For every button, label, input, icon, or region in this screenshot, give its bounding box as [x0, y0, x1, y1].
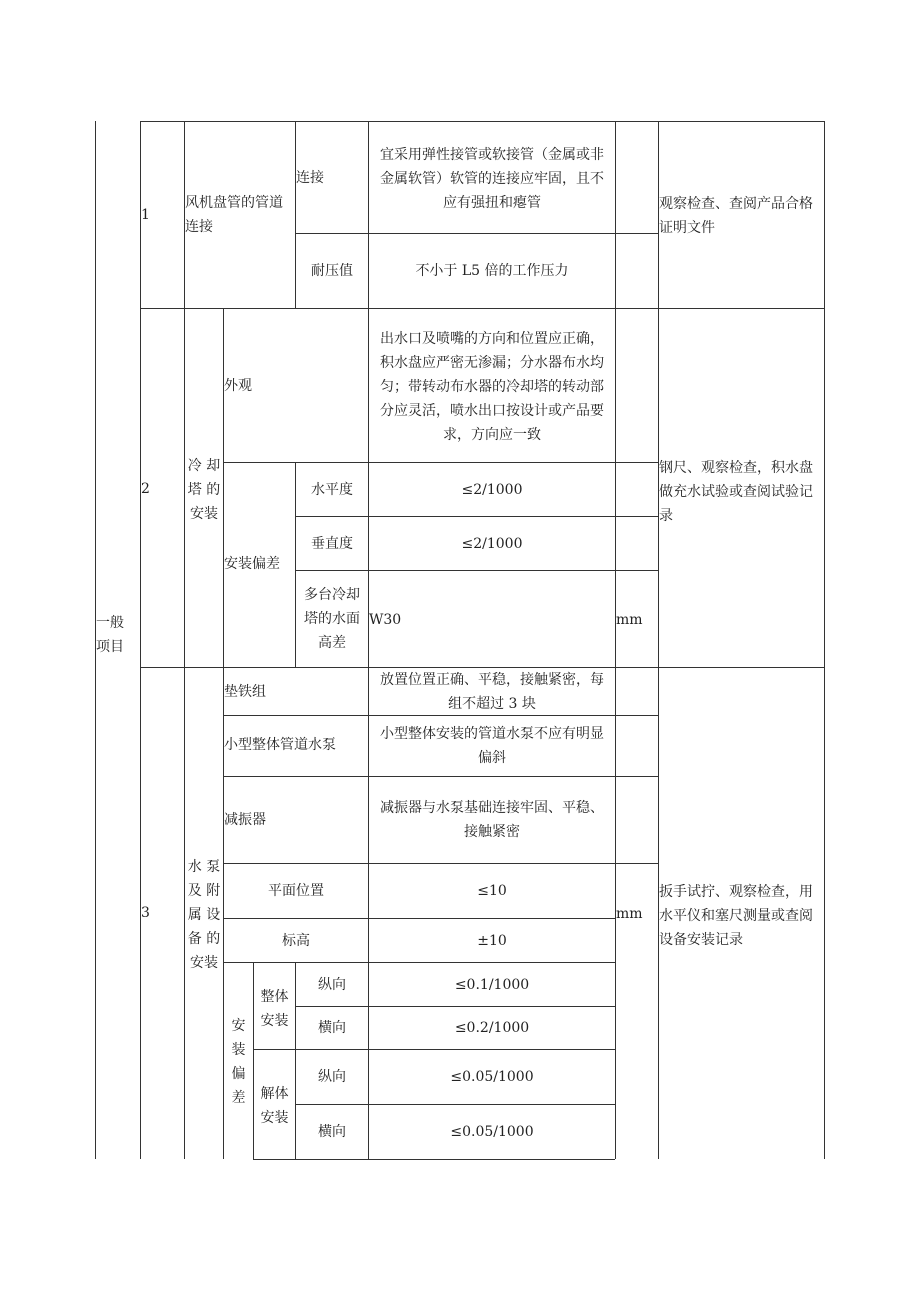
r2-unit: mm: [616, 612, 643, 628]
r3-deviation-label: 安 装 偏 差: [231, 1018, 246, 1106]
r3-split-long-value: ≤0.05/1000: [450, 1069, 534, 1085]
col-divider-unit: [615, 121, 616, 1159]
r2-inspection-method: 钢尺、观察检查，积水盘 做充水试验或查阅试验记 录: [659, 460, 813, 524]
r3-plane-label: 平面位置: [268, 883, 324, 899]
r3-elevation-label: 标高: [282, 932, 310, 949]
r2-multi-tower-label: 多台冷却 塔的水面 高差: [304, 587, 360, 651]
r1-connect-requirement: 宜采用弹性接管或软接管（金属或非 金属软管）软管的连接应牢固，且不 应有强扭和瘪管: [380, 147, 604, 211]
r1-pressure-label: 耐压值: [311, 263, 353, 279]
r3-whole-trans-value: ≤0.2/1000: [454, 1020, 530, 1036]
r1-item-name: 风机盘管的管道 连接: [185, 195, 283, 235]
r3-item-name: 水 泵 及 附 属 设 备 的 安装: [187, 859, 221, 971]
r2-appearance-requirement: 出水口及喷嘴的方向和位置应正确， 积水盘应严密无渗漏；分水器布水均 匀；带转动布水器的冷却塔的转动部 分应灵活，喷水出口按设计或产品要 求，方向应一致: [380, 331, 604, 443]
r3-split-trans-value: ≤0.05/1000: [450, 1124, 534, 1140]
r3-row-divider-bottom: [253, 1159, 615, 1160]
r3-whole-trans-label: 横向: [318, 1020, 346, 1036]
r3-shim-label: 垫铁组: [224, 684, 266, 700]
r3-damper-requirement: 减振器与水泵基础连接牢固、平稳、 接触紧密: [380, 800, 604, 840]
r3-plane-value: ≤10: [477, 883, 507, 899]
col-divider-method: [658, 121, 659, 1159]
r3-number: 3: [141, 905, 150, 921]
r3-split-long-label: 纵向: [318, 1069, 346, 1085]
r2-number: 2: [141, 481, 150, 497]
col-divider-item: [184, 121, 185, 1159]
row-divider-1-2: [140, 308, 825, 309]
r2-item-name: 冷 却 塔 的 安装: [187, 458, 221, 522]
table-border-right: [824, 121, 825, 1159]
r2-vertical-label: 垂直度: [311, 535, 353, 552]
r3-split-trans-label: 横向: [318, 1124, 346, 1140]
col-divider-num: [140, 121, 141, 1159]
r1-pressure-requirement: 不小于 L5 倍的工作压力: [415, 263, 569, 279]
r3-whole-long-value: ≤0.1/1000: [454, 976, 530, 993]
r2-level-label: 水平度: [311, 481, 353, 498]
r3-inspection-method: 扳手试拧、观察检查，用 水平仪和塞尺测量或查阅 设备安装记录: [659, 884, 813, 948]
r2-multi-tower-value: W30: [369, 612, 402, 628]
r2-sub-divider: [223, 308, 224, 667]
r3-pump-requirement: 小型整体安装的管道水泵不应有明显 偏斜: [380, 726, 604, 766]
r3-unit: mm: [616, 906, 643, 922]
r3-elevation-value: ±10: [477, 932, 507, 949]
r2-level-value: ≤2/1000: [461, 481, 523, 498]
r1-inspection-method: 观察检查、查阅产品合格 证明文件: [659, 196, 813, 236]
r3-shim-requirement: 放置位置正确、平稳，接触紧密，每 组不超过 3 块: [380, 671, 604, 712]
section-label: 一般 项目: [96, 615, 124, 655]
r2-appearance-label: 外观: [224, 378, 252, 394]
r1-number: 1: [141, 207, 150, 223]
table-border-top: [140, 121, 825, 122]
r3-damper-label: 减振器: [224, 812, 266, 828]
r1-connect-label: 连接: [296, 170, 324, 186]
r3-whole-install-label: 整体 安装: [260, 989, 289, 1029]
r3-whole-long-label: 纵向: [318, 976, 346, 993]
r2-vertical-value: ≤2/1000: [461, 535, 523, 552]
r3-split-install-label: 解体 安装: [260, 1086, 289, 1126]
r2-deviation-label: 安装偏差: [224, 556, 280, 572]
r3-pump-label: 小型整体管道水泵: [224, 737, 336, 753]
